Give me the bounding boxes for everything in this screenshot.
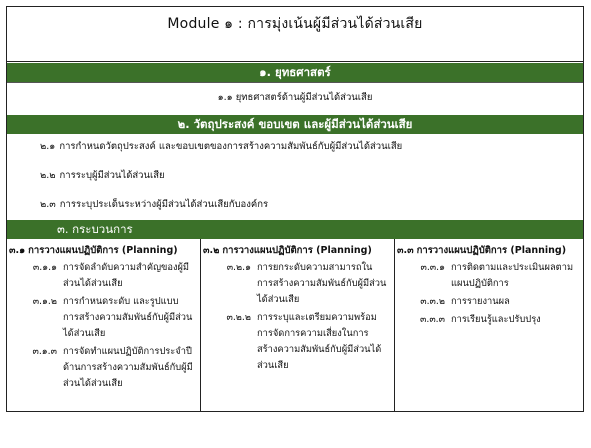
item-number: ๓.๓.๑ bbox=[420, 262, 445, 273]
process-item bbox=[7, 260, 200, 292]
section-1-item: ๑.๑ ยุทธศาสตร์ด้านผู้มีส่วนได้ส่วนเสีย bbox=[217, 92, 373, 103]
process-item bbox=[201, 260, 394, 308]
item-number: ๓.๒.๑ bbox=[226, 262, 251, 273]
column-heading bbox=[201, 243, 394, 258]
item-number: ๓.๒.๒ bbox=[226, 312, 251, 323]
item-text: การระบุประเด็นระหว่างผู้มีส่วนได้ส่วนเสียกับองค์กร bbox=[59, 199, 269, 210]
item-text: การยกระดับความสามารถในการสร้างความสัมพันธ์กับผู้มีส่วนได้ส่วนเสีย bbox=[257, 262, 387, 305]
column-title: การวางแผนปฏิบัติการ (Planning) bbox=[222, 245, 372, 256]
process-item bbox=[7, 294, 200, 342]
item-number: ๓.๓.๒ bbox=[420, 296, 445, 307]
process-item bbox=[395, 294, 583, 310]
item-number: ๒.๑ bbox=[40, 141, 56, 152]
item-number: ๓.๓.๓ bbox=[420, 314, 445, 325]
process-item bbox=[395, 312, 583, 328]
process-item bbox=[201, 310, 394, 374]
column-title: การวางแผนปฏิบัติการ (Planning) bbox=[416, 245, 567, 256]
item-text: การระบุผู้มีส่วนได้ส่วนเสีย bbox=[59, 170, 165, 181]
process-column-implementation bbox=[201, 239, 395, 411]
column-heading bbox=[395, 243, 583, 258]
item-text: การกำหนดวัตถุประสงค์ และขอบเขตของการสร้างความสัมพันธ์กับผู้มีส่วนได้ส่วนเสีย bbox=[59, 141, 403, 152]
item-text: การระบุและเตรียมความพร้อมการจัดการความเสี่ยงในการสร้างความสัมพันธ์กับผู้มีส่วนได้ส่วนเสีย bbox=[257, 312, 382, 371]
item-number: ๒.๒ bbox=[40, 170, 56, 181]
item-number: ๓.๑.๑ bbox=[32, 262, 57, 273]
column-number: ๓.๒ bbox=[203, 245, 220, 256]
process-columns bbox=[7, 239, 583, 411]
column-number: ๓.๑ bbox=[9, 245, 26, 256]
section-1-body bbox=[7, 82, 583, 115]
section-2-item bbox=[40, 197, 268, 212]
process-column-planning bbox=[7, 239, 201, 411]
item-text: การจัดลำดับความสำคัญของผู้มีส่วนได้ส่วนเสีย bbox=[63, 262, 190, 289]
process-item bbox=[7, 344, 200, 392]
item-text: การติดตามและประเมินผลตามแผนปฏิบัติการ bbox=[451, 262, 574, 289]
item-number: ๒.๓ bbox=[40, 199, 56, 210]
process-item bbox=[395, 260, 583, 292]
item-number: ๓.๑.๓ bbox=[32, 346, 57, 357]
column-number: ๓.๓ bbox=[397, 245, 414, 256]
title-divider bbox=[7, 61, 583, 62]
module-frame bbox=[6, 6, 584, 412]
section-2-header: ๒. วัตถุประสงค์ ขอบเขต และผู้มีส่วนได้ส่วนเสีย bbox=[7, 115, 583, 134]
column-heading bbox=[7, 243, 200, 258]
section-2-item bbox=[40, 168, 165, 183]
process-column-evaluation bbox=[395, 239, 583, 411]
section-3-header: ๓. กระบวนการ bbox=[7, 220, 583, 239]
column-title: การวางแผนปฏิบัติการ (Planning) bbox=[28, 245, 178, 256]
section-1-header: ๑. ยุทธศาสตร์ bbox=[7, 63, 583, 82]
item-text: การเรียนรู้และปรับปรุง bbox=[451, 314, 541, 325]
section-2-item bbox=[40, 139, 402, 154]
item-text: การรายงานผล bbox=[451, 296, 510, 307]
item-number: ๓.๑.๒ bbox=[32, 296, 57, 307]
item-text: การจัดทำแผนปฏิบัติการประจำปี ด้านการสร้างความสัมพันธ์กับผู้มีส่วนได้ส่วนเสีย bbox=[63, 346, 193, 389]
item-text: การกำหนดระดับ และรูปแบบการสร้างความสัมพันธ์กับผู้มีส่วนได้ส่วนเสีย bbox=[63, 296, 193, 339]
module-title: Module ๑ : การมุ่งเน้นผู้มีส่วนได้ส่วนเสีย bbox=[167, 16, 423, 32]
